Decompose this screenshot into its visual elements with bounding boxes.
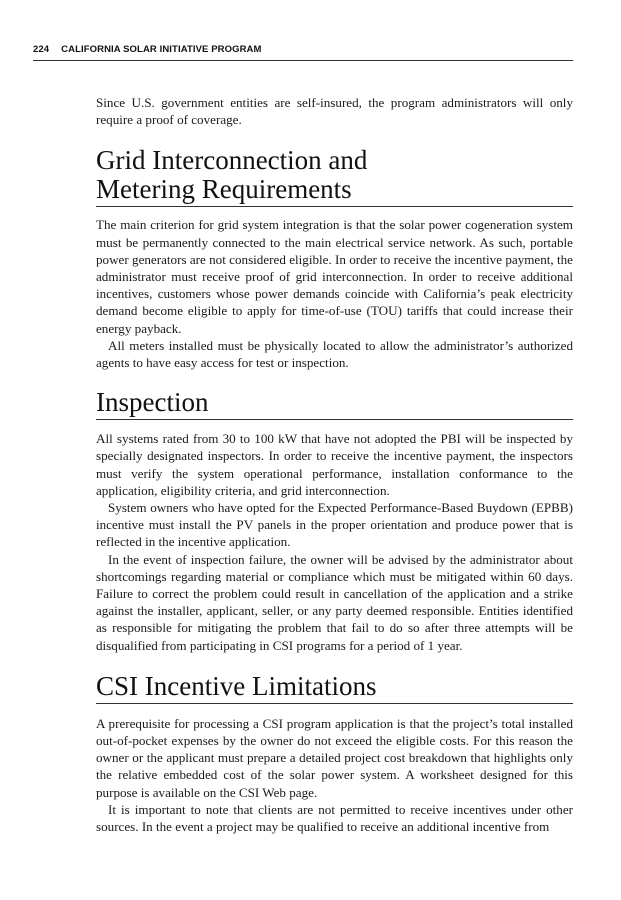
heading-line: CSI Incentive Limitations: [96, 670, 377, 701]
section-heading-inspection: [96, 388, 573, 420]
paragraph: It is important to note that clients are not permitted to receive incentives under other sources. In the event a project may be qualified to receive an additional incentive from: [96, 801, 573, 835]
heading-line: Grid Interconnection and: [96, 145, 368, 176]
page-number: 224: [33, 44, 50, 55]
running-head-title: CALIFORNIA SOLAR INITIATIVE PROGRAM: [61, 44, 262, 55]
section-heading-grid-interconnection: [96, 146, 573, 207]
paragraph: The main criterion for grid system integration is that the solar power cogeneration system must be permanently connected to the main electrical service network. As such, portable power generators are not considered eligible. In order to receive the incentive payment, the administrator must receive proof of grid interconnection. In order to receive additional incentives, customers whose power demands coincide with California’s peak electricity demand become eligible to apply for time-of-use (TOU) tariffs that could increase their energy payback.: [96, 217, 573, 336]
paragraph: All meters installed must be physically located to allow the administrator’s authorized agents to have easy access for test or inspection.: [96, 337, 573, 371]
heading-line: Metering Requirements: [96, 174, 352, 205]
intro-paragraph: Since U.S. government entities are self-insured, the program administrators will only require a proof of coverage.: [96, 95, 573, 128]
paragraph: A prerequisite for processing a CSI program application is that the project’s total installed out-of-pocket expenses by the owner do not exceed the eligible costs. For this reason the owner or the applicant must prepare a detailed project cost breakdown that highlights only the relative embedded cost of the solar power system. A worksheet designed for this purpose is available on the CSI Web page.: [96, 715, 573, 800]
body-text: [96, 94, 573, 835]
running-head: [33, 44, 573, 61]
paragraph: In the event of inspection failure, the owner will be advised by the administrator about shortcomings regarding material or compliance which must be mitigated within 60 days. Failure to correct the problem could result in cancellation of the application and a strike against the installer, applicant, seller, or any party deemed responsible. Entities identified as responsible for mitigating the problem that fail to do so after three attempts will be disqualified from participating in CSI programs for a period of 1 year.: [96, 551, 573, 653]
paragraph: All systems rated from 30 to 100 kW that have not adopted the PBI will be inspected by specially designated inspectors. In order to receive the incentive payment, the inspectors must verify the system operational performance, installation conformance to the application, eligibility criteria, and grid interconnection.: [96, 431, 573, 498]
paragraph: System owners who have opted for the Expected Performance-Based Buydown (EPBB) incentive must install the PV panels in the proper orientation and produce power that is reflected in the incentive application.: [96, 500, 573, 550]
heading-line: Inspection: [96, 387, 209, 418]
section-heading-csi-incentive-limitations: [96, 672, 573, 704]
